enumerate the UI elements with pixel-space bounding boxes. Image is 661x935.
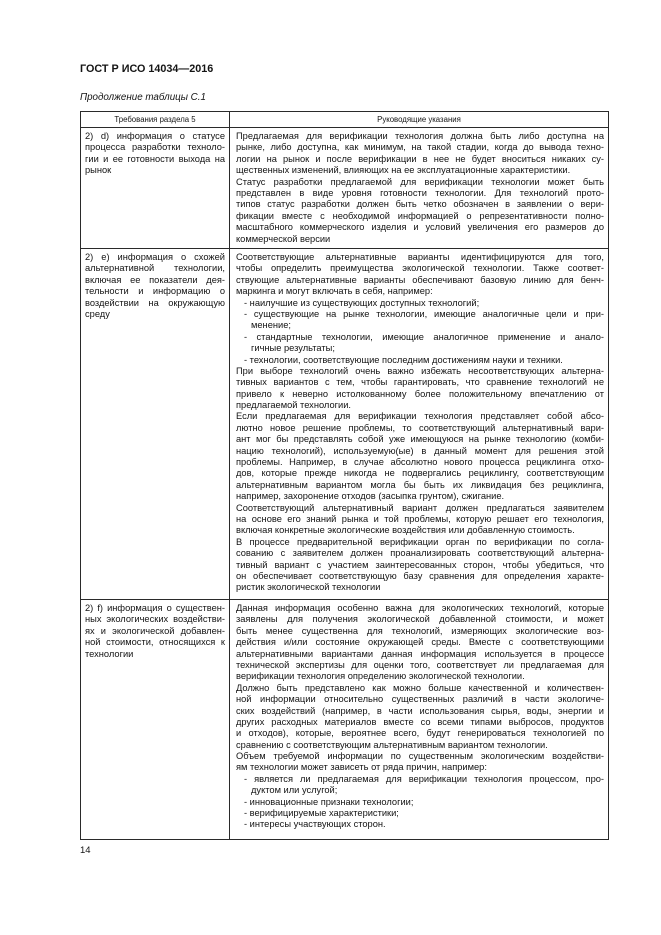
text-line: ной информации относительно существенных различий в части экологиче-	[236, 694, 604, 705]
bullet-list	[236, 298, 604, 366]
list-item-line: - является ли предлагаемая для верификации технология процессом, про-	[244, 773, 604, 784]
requirement-cell	[81, 249, 230, 600]
text-line: 2) d) информация о статусе	[85, 131, 225, 141]
text-line: ной стоимости, относящихся к	[85, 637, 225, 648]
guidance-cell	[230, 249, 609, 600]
text-line: тивный вариант с участием заинтересованных сторон, чтобы убедиться, что	[236, 559, 604, 570]
text-line: предлагаемой технологии.	[236, 400, 351, 411]
text-line: представлен в виде уровня готовности технологии. Для технологий прото-	[236, 187, 604, 198]
table-row	[81, 249, 609, 600]
paragraph	[236, 411, 604, 502]
text-line: Данная информация особенно важна для экологических технологий, которые	[236, 603, 604, 613]
text-line: тивных вариантов с тем, чтобы гарантировать, что сравнение технологий не	[236, 377, 604, 388]
text-line: 2) e) информация о схожей	[85, 252, 225, 262]
text-line: альтернативным вариантом могла бы быть их ликвидация без рециклинга,	[236, 479, 604, 490]
text-line: Если предлагаемая для верификации технология представляет собой абсо-	[236, 411, 604, 422]
paragraph	[85, 603, 225, 660]
column-header-guidance: Руководящие указания	[230, 112, 609, 128]
paragraph	[236, 603, 604, 683]
text-line: например, захоронение отходов (засыпка грунтом), сжигание.	[236, 491, 505, 502]
text-line: Предлагаемая для верификации технология должна быть либо доступна на	[236, 131, 604, 141]
text-line: ям технологии может зависеть от ряда причин, например:	[236, 762, 487, 773]
page-number: 14	[80, 845, 91, 856]
text-line: фикации вместе с необходимой информацией о репрезентативности полно-	[236, 210, 604, 221]
text-line: нацию технологий), используемую(ые) в данный момент для решения этой	[236, 445, 604, 456]
text-line: и отходов), которые, вероятнее всего, будут генерироваться технологией по	[236, 728, 604, 739]
bullet-list	[236, 774, 604, 831]
list-item	[236, 797, 604, 808]
text-line: Соответствующий альтернативный вариант должен предлагаться заявителем	[236, 502, 604, 513]
text-line: логии на рынок и после верификации в нее не будет вноситься никаких су-	[236, 153, 604, 164]
text-line: привело к неверно истолкованному более положительному впечатлению от	[236, 388, 604, 399]
text-line: технической экспертизы для оценки того, соответствует ли предлагаемая для	[236, 659, 604, 670]
paragraph	[236, 503, 604, 537]
text-line: ант мог бы представлять собой уже имеющуюся на рынке технологию (комби-	[236, 434, 604, 445]
paragraph	[236, 131, 604, 177]
table-row	[81, 600, 609, 840]
list-item-line: - наилучшие из существующих доступных технологий;	[244, 297, 480, 308]
list-item-line: - интересы участвующих сторон.	[244, 819, 386, 830]
list-item-line: - верифицируемые характеристики;	[244, 808, 399, 819]
table-header-row	[81, 112, 609, 128]
text-line: рынке, либо доступна, как минимум, на такой стадии, когда до вывода техно-	[236, 142, 604, 153]
text-line: гии и ее готовности выхода на	[85, 153, 225, 164]
list-item	[236, 819, 604, 830]
text-line: ристик экологической технологии	[236, 582, 381, 593]
list-item-line: менение;	[251, 320, 291, 331]
text-line: лютно новое решение проблемы, то соответствующий альтернативный вари-	[236, 422, 604, 433]
text-line: действия и/или состояние окружающей среды. Вместе с соответствующими	[236, 637, 604, 648]
list-item	[236, 332, 604, 355]
text-line: он обеспечивает соответствующую базу сравнения для определения характе-	[236, 570, 604, 581]
paragraph	[85, 131, 225, 177]
text-line: технологии	[85, 648, 134, 659]
text-line: ствующие альтернативные варианты обеспечивают базовую линию для бенч-	[236, 274, 604, 285]
text-line: быть менее существенна для технологий, измеряющих экологические воз-	[236, 625, 604, 636]
text-line: При выборе технологий очень важно избежать несоответствующих альтерна-	[236, 365, 604, 376]
text-line: процесса разработки техноло-	[85, 142, 225, 153]
list-item-line: - технологии, соответствующие последним достижениям науки и техники.	[244, 354, 563, 365]
text-line: В процессе предварительной верификации орган по верификации по согла-	[236, 536, 604, 547]
text-line: щественных изменений, влияющих на ее эксплуатационные характеристики.	[236, 165, 571, 176]
text-line: верификации технология определению экологической технологии.	[236, 671, 525, 682]
list-item-line: гичные результаты;	[251, 343, 335, 354]
paragraph	[85, 252, 225, 320]
text-line: чтобы определить преимущества экологической технологии. Также соответ-	[236, 263, 604, 274]
text-line: маркинга и могут включать в себя, например:	[236, 286, 433, 297]
text-line: включая конкретные экологические воздействия или добавленную стоимость.	[236, 525, 575, 536]
text-line: альтернативной технологии,	[85, 263, 225, 274]
paragraph	[236, 751, 604, 774]
list-item	[236, 774, 604, 797]
text-line: ских воздействий (например, в части использования сырья, воды, энергии и	[236, 705, 604, 716]
text-line: Соответствующие альтернативные варианты идентифицируются для того,	[236, 252, 604, 262]
requirements-table	[80, 111, 609, 840]
table-caption: Продолжение таблицы С.1	[80, 92, 206, 103]
list-item-line: - существующие на рынке технологии, имеющие аналогичные цели и при-	[244, 308, 604, 319]
text-line: сравнению с соответствующим альтернативным вариантом технологии.	[236, 739, 548, 750]
requirement-cell	[81, 128, 230, 249]
text-line: Статус разработки предлагаемой для верификации технологии может быть	[236, 176, 604, 187]
text-line: альтернативными вариантами данная информация используется в процессе	[236, 648, 604, 659]
text-line: на основе его знаний рынка и той проблемы, которую решает его технология,	[236, 513, 604, 524]
text-line: Должно быть представлено как можно больше качественной и количествен-	[236, 682, 604, 693]
list-item	[236, 298, 604, 309]
guidance-cell	[230, 128, 609, 249]
text-line: дов, которые прежде никогда не подвергались рециклингу, соответствующим	[236, 468, 604, 479]
guidance-cell	[230, 600, 609, 840]
paragraph	[236, 683, 604, 751]
text-line: Объем требуемой информации по существенным экологическим воздействи-	[236, 751, 604, 762]
list-item-line: дуктом или услугой;	[251, 785, 338, 796]
text-line: тельности и информацию о	[85, 286, 225, 297]
text-line: других расходных материалов вместе со всеми типами выбросов, продуктов	[236, 716, 604, 727]
text-line: сованию с заявителем должен проанализировать соответствующий альтерна-	[236, 548, 604, 559]
list-item	[236, 355, 604, 366]
text-line: включая ее показатели дея-	[85, 274, 225, 285]
text-line: проблемы. Например, в случае абсолютно нового процесса рециклинга отхо-	[236, 457, 604, 468]
text-line: масштабного коммерческого изделия и условий увеличения его размеров до	[236, 222, 604, 233]
text-line: 2) f) информация о существен-	[85, 603, 225, 613]
list-item	[236, 808, 604, 819]
text-line: ях и экологической добавлен-	[85, 625, 225, 636]
paragraph	[236, 366, 604, 412]
text-line: воздействии на окружающую	[85, 297, 225, 308]
list-item-line: - стандартные технологии, имеющие аналогичное применение и анало-	[244, 331, 604, 342]
text-line: коммерческой версии	[236, 233, 331, 244]
table-row	[81, 128, 609, 249]
list-item	[236, 309, 604, 332]
paragraph	[236, 177, 604, 245]
text-line: среду	[85, 308, 110, 319]
standard-id-header: ГОСТ Р ИСО 14034—2016	[80, 63, 214, 75]
paragraph	[236, 537, 604, 594]
text-line: ных экологических воздействи-	[85, 614, 225, 625]
text-line: заявлены для получения экологической добавленной стоимости, и может	[236, 614, 604, 625]
column-header-requirements: Требования раздела 5	[81, 112, 230, 128]
paragraph	[236, 252, 604, 298]
requirement-cell	[81, 600, 230, 840]
list-item-line: - инновационные признаки технологии;	[244, 796, 414, 807]
text-line: рынок	[85, 165, 112, 176]
text-line: типов статус разработки должен быть четко обозначен в заявлении о вери-	[236, 199, 604, 210]
